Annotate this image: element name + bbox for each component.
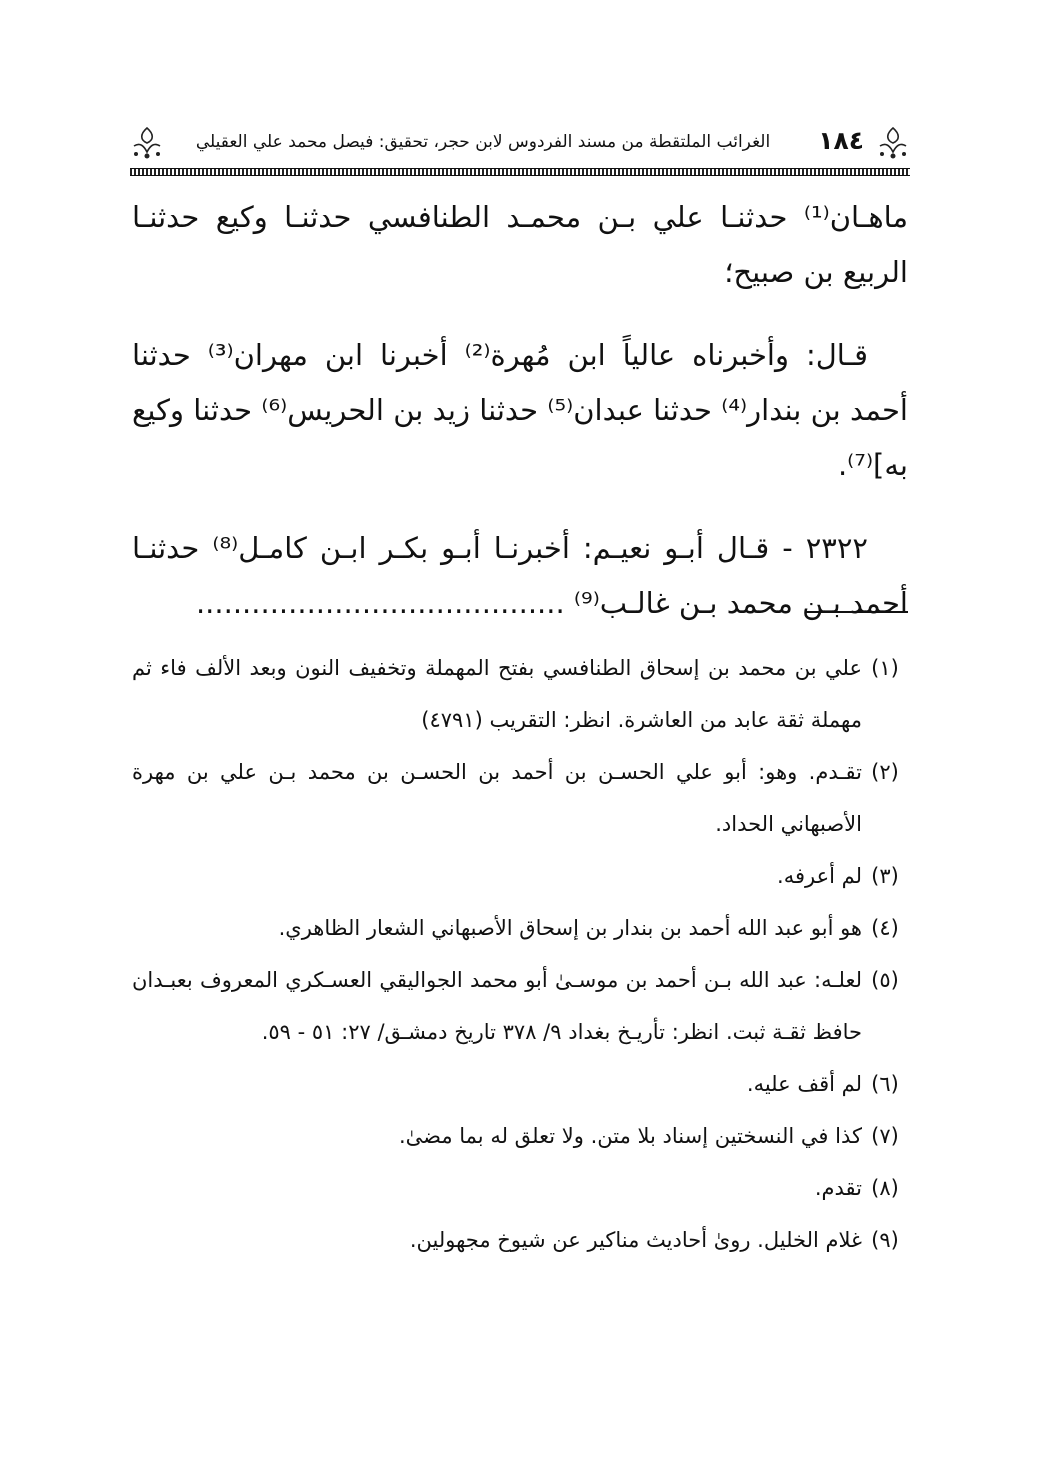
footnote-text: لعلـه: عبد الله بـن أحمد بن موسـىٰ أبو محمد الجواليقي العسـكري المعروف بعبـدان حافظ ثقـة ثبت. انظر: تأريـخ بغداد ٩/ ٣٧٨ تاريخ دمشـق/ ٢٧: ٥١ - ٥٩. (132, 968, 862, 1044)
footnote-text: تقدم. (814, 1176, 862, 1200)
ornament-icon (130, 126, 164, 160)
footnote-number: (٦) (871, 1072, 899, 1096)
footnote (132, 850, 908, 902)
footnote-number: (١) (871, 656, 899, 680)
footnote-text: لم أعرفه. (777, 864, 862, 888)
page-header (130, 118, 910, 178)
footnote (132, 954, 908, 1058)
footnote-number: (٤) (871, 916, 899, 940)
footnote (132, 1214, 908, 1266)
footnote (132, 1058, 908, 1110)
footnote-number: (٢) (871, 760, 899, 784)
running-title: الغرائب الملتقطة من مسند الفردوس لابن حجر، تحقيق: فيصل محمد علي العقيلي (195, 132, 771, 152)
footnote-number: (٣) (871, 864, 899, 888)
footnote-text: هو أبو عبد الله أحمد بن بندار بن إسحاق الأصبهاني الشعار الظاهري. (278, 916, 862, 940)
footnote-text: تقـدم. وهو: أبو علي الحسـن بن أحمد بن الحسـن بن محمد بـن علي بن مهرة الأصبهاني الحداد. (132, 760, 862, 836)
paragraph (132, 328, 908, 493)
footnote-text: علي بن محمد بن إسحاق الطنافسي بفتح المهملة وتخفيف النون وبعد الألف فاء ثم مهملة ثقة عابد من العاشرة. انظر: التقريب (٤٧٩١) (132, 656, 862, 732)
footnote-number: (٥) (871, 968, 899, 992)
main-text (132, 190, 908, 631)
footnote (132, 902, 908, 954)
footnote (132, 642, 908, 746)
header-divider (130, 168, 910, 176)
ornament-icon (876, 126, 910, 160)
paragraph (132, 521, 908, 631)
footnote-separator (806, 611, 908, 613)
paragraph-text: ٢٣٢٢ - قـال أبـو نعيـم: أخبرنـا أبـو بكـر ابـن كامـل⁽⁸⁾ حدثنـا أحمد بـن محمد بـن غالـب⁽⁹⁾ (132, 531, 908, 620)
page-number: ١٨٤ (818, 126, 864, 155)
footnote-text: لم أقف عليه. (746, 1072, 862, 1096)
footnote-number: (٨) (871, 1176, 899, 1200)
footnote (132, 746, 908, 850)
footnote-number: (٧) (871, 1124, 899, 1148)
paragraph: ماهـان⁽¹⁾ حدثنـا علي بـن محمـد الطنافسي حدثنـا وكيع حدثنـا الربيع بن صبيح؛ (132, 200, 908, 289)
footnote-number: (٩) (871, 1228, 899, 1252)
footnote-text: غلام الخليل. روىٰ أحاديث مناكير عن شيوخ مجهولين. (409, 1228, 862, 1252)
footnote (132, 1162, 908, 1214)
footnote-text: كذا في النسختين إسناد بلا متن. ولا تعلق له بما مضىٰ. (398, 1124, 862, 1148)
footnotes (132, 642, 908, 1266)
paragraph-text: قـال: وأخبرناه عالياً ابن مُهرة⁽²⁾ أخبرنا ابن مهران⁽³⁾ حدثنا أحمد بن بندار⁽⁴⁾ حدثنا عبدان⁽⁵⁾ حدثنا زيد بن الحريس⁽⁶⁾ حدثنا وكيع به]⁽⁷⁾. (132, 338, 908, 482)
ellipsis-dots: ........................................ (195, 586, 565, 620)
footnote (132, 1110, 908, 1162)
